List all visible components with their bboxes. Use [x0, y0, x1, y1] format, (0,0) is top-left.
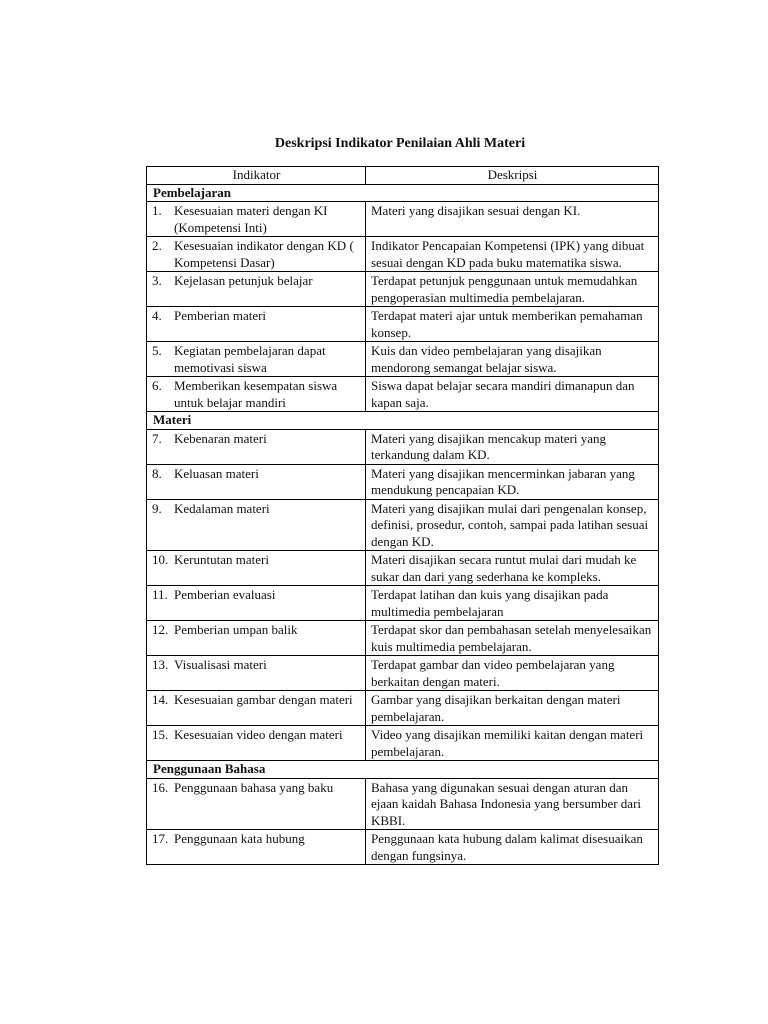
row-number: 8.: [152, 465, 162, 481]
deskripsi-cell: Terdapat latihan dan kuis yang disajikan pada multimedia pembelajaran: [366, 586, 659, 621]
indikator-text: Kesesuaian materi dengan KI (Kompetensi Inti): [174, 203, 328, 235]
deskripsi-cell: Terdapat petunjuk penggunaan untuk memudahkan pengoperasian multimedia pembelajaran.: [366, 272, 659, 307]
row-number: 13.: [152, 657, 169, 672]
deskripsi-cell: Materi yang disajikan sesuai dengan KI.: [366, 202, 659, 237]
row-number: 15.: [152, 727, 169, 742]
table-row: [147, 499, 659, 551]
indikator-cell: [147, 691, 366, 726]
row-number: 2.: [152, 238, 162, 253]
table-row: [147, 726, 659, 761]
table-row: [147, 272, 659, 307]
section-row: [147, 184, 659, 202]
table-row: [147, 237, 659, 272]
row-number: 11.: [152, 587, 168, 602]
deskripsi-cell: Materi yang disajikan mencakup materi yang terkandung dalam KD.: [366, 429, 659, 464]
indikator-cell: [147, 202, 366, 237]
deskripsi-cell: Materi yang disajikan mulai dari pengenalan konsep, definisi, prosedur, contoh, sampai pada latihan sesuai dengan KD.: [366, 499, 659, 551]
table-row: [147, 586, 659, 621]
indikator-text: Kesesuaian gambar dengan materi: [174, 692, 353, 707]
indikator-text: Keruntutan materi: [174, 552, 269, 567]
deskripsi-cell: Terdapat skor dan pembahasan setelah menyelesaikan kuis multimedia pembelajaran.: [366, 621, 659, 656]
indikator-cell: [147, 621, 366, 656]
deskripsi-cell: Materi disajikan secara runtut mulai dari mudah ke sukar dan dari yang sederhana ke kompleks.: [366, 551, 659, 586]
indikator-cell: [147, 342, 366, 377]
deskripsi-cell: Siswa dapat belajar secara mandiri dimanapun dan kapan saja.: [366, 377, 659, 412]
table-body: [147, 184, 659, 865]
table-row: [147, 202, 659, 237]
table-row: [147, 830, 659, 865]
indikator-text: Penggunaan bahasa yang baku: [174, 779, 334, 795]
indikator-cell: [147, 377, 366, 412]
indikator-text: Kebenaran materi: [174, 430, 267, 446]
row-number: 14.: [152, 692, 169, 707]
section-row: [147, 412, 659, 430]
deskripsi-cell: Penggunaan kata hubung dalam kalimat disesuaikan dengan fungsinya.: [366, 830, 659, 865]
table-row: [147, 464, 659, 499]
deskripsi-cell: Materi yang disajikan mencerminkan jabaran yang mendukung pencapaian KD.: [366, 464, 659, 499]
header-row: [147, 167, 659, 185]
section-heading: Pembelajaran: [147, 184, 659, 202]
indikator-cell: [147, 307, 366, 342]
section-heading: Penggunaan Bahasa: [147, 761, 659, 779]
row-number: 5.: [152, 343, 162, 358]
deskripsi-cell: Bahasa yang digunakan sesuai dengan aturan dan ejaan kaidah Bahasa Indonesia yang bersumber dari KBBI.: [366, 778, 659, 830]
table-row: [147, 691, 659, 726]
table-row: [147, 342, 659, 377]
indikator-cell: [147, 464, 366, 499]
table-row: [147, 656, 659, 691]
indikator-text: Visualisasi materi: [174, 657, 267, 672]
section-row: [147, 761, 659, 779]
row-number: 4.: [152, 308, 162, 323]
indikator-text: Pemberian evaluasi: [174, 587, 276, 602]
indikator-cell: [147, 726, 366, 761]
row-number: 16.: [152, 779, 169, 795]
indikator-cell: [147, 272, 366, 307]
table-row: [147, 307, 659, 342]
deskripsi-cell: Terdapat materi ajar untuk memberikan pemahaman konsep.: [366, 307, 659, 342]
indikator-text: Kesesuaian video dengan materi: [174, 727, 343, 742]
row-number: 7.: [152, 430, 162, 446]
row-number: 17.: [152, 831, 169, 846]
indikator-cell: [147, 586, 366, 621]
row-number: 6.: [152, 378, 162, 393]
row-number: 12.: [152, 622, 169, 637]
indikator-text: Penggunaan kata hubung: [174, 831, 305, 846]
deskripsi-cell: Gambar yang disajikan berkaitan dengan materi pembelajaran.: [366, 691, 659, 726]
table-row: [147, 551, 659, 586]
row-number: 10.: [152, 552, 169, 567]
deskripsi-cell: Indikator Pencapaian Kompetensi (IPK) yang dibuat sesuai dengan KD pada buku matematika siswa.: [366, 237, 659, 272]
indicator-table: [146, 166, 659, 865]
table-row: [147, 621, 659, 656]
header-indikator: Indikator: [147, 167, 366, 185]
indikator-cell: [147, 778, 366, 830]
indikator-text: Kejelasan petunjuk belajar: [174, 273, 313, 288]
deskripsi-cell: Terdapat gambar dan video pembelajaran yang berkaitan dengan materi.: [366, 656, 659, 691]
deskripsi-cell: Kuis dan video pembelajaran yang disajikan mendorong semangat belajar siswa.: [366, 342, 659, 377]
row-number: 1.: [152, 203, 162, 218]
indikator-text: Kedalaman materi: [174, 500, 270, 516]
indikator-cell: [147, 551, 366, 586]
deskripsi-cell: Video yang disajikan memiliki kaitan dengan materi pembelajaran.: [366, 726, 659, 761]
indikator-text: Keluasan materi: [174, 465, 259, 481]
row-number: 3.: [152, 273, 162, 288]
header-deskripsi: Deskripsi: [366, 167, 659, 185]
document-title: Deskripsi Indikator Penilaian Ahli Materi: [274, 136, 526, 151]
indikator-cell: [147, 499, 366, 551]
indikator-text: Pemberian materi: [174, 308, 267, 323]
indikator-cell: [147, 429, 366, 464]
indikator-text: Pemberian umpan balik: [174, 622, 298, 637]
section-heading: Materi: [147, 412, 659, 430]
table-row: [147, 429, 659, 464]
indikator-text: Memberikan kesempatan siswa untuk belajar mandiri: [174, 378, 338, 410]
indikator-cell: [147, 656, 366, 691]
indikator-cell: [147, 237, 366, 272]
indikator-cell: [147, 830, 366, 865]
table-row: [147, 377, 659, 412]
indikator-text: Kesesuaian indikator dengan KD ( Kompetensi Dasar): [174, 238, 354, 270]
indikator-text: Kegiatan pembelajaran dapat memotivasi siswa: [174, 343, 326, 375]
row-number: 9.: [152, 500, 162, 516]
table-row: [147, 778, 659, 830]
